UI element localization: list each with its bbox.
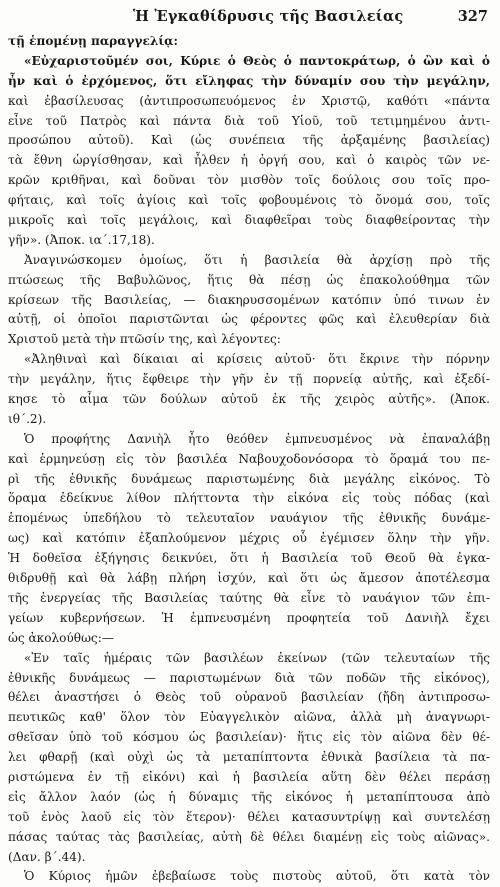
text-line: θέλει ἀναστήσει ὁ Θεὸς τοῦ οὐρανοῦ βασιλείαν (ἤδη ἀντιπροσω- xyxy=(8,690,490,705)
text-line: ως) καὶ κατόπιν ἐξαπλούμενον μέχρις οὗ ἐγέμισεν ὅλην τὴν γῆν. xyxy=(8,531,490,546)
text-line: ρὶ τῆς ἐθνικῆς δυνάμεως παριστωμένης διὰ μεγάλης εἰκόνος. Τὸ xyxy=(8,471,490,486)
text-line: εἶνε τοῦ Πατρὸς καὶ πάντα διὰ τοῦ Υἱοῦ, τοῦ τετιμημένου ἀντι- xyxy=(8,113,490,128)
text-line: προσώπου αὐτοῦ). Καὶ (ὡς συνέπεια τῆς ἀρξαμένης βασιλείας) xyxy=(8,133,490,148)
text-line: πτώσεως τῆς Βαβυλῶνος, ἥτις θὰ πέσῃ ὡς ἐπακολούθημα τῶν xyxy=(8,272,490,287)
text-line: σθεῖσαν ὑπὸ τοῦ κόσμου ὡς βασιλείαν)· ἥτις εἰς τὸν αἰῶνα δὲν θέ- xyxy=(8,730,490,745)
text-line: ριστώμενα ἐν τῇ εἰκόνι) καὶ ἡ βασιλεία αὕτη δὲν θέλει περάσῃ xyxy=(8,769,490,784)
text-line: (Δαν. β´.44). xyxy=(8,849,86,864)
text-line: ἦν καὶ ὁ ἐρχόμενος, ὅτι εἴληφας τὴν δύναμίν σου τὴν μεγάλην, xyxy=(8,73,490,88)
text-line: κρίσεων τῆς Βασιλείας, — διακηρυσσομένων κατόπιν ὑπό τινων ἐν xyxy=(8,292,490,307)
text-line: γείων κυβερνήσεων. Ἡ ἐμπνευσμένη προφητεία τοῦ Δανιὴλ ἔχει xyxy=(8,610,490,625)
text-line: ἐθνικῆς δυνάμεως — παριστωμένων διὰ τῶν ποδῶν τῆς εἰκόνος), xyxy=(8,670,490,685)
text-line: ὅραμα ἐδείκνυε λίθον πλήττοντα τὴν εἰκόνα εἰς τοὺς πόδας (καὶ xyxy=(8,491,490,506)
text-line: φήταις, καὶ τοῖς ἁγίοις καὶ τοῖς φοβουμένοις τὸ ὄνομά σου, τοῖς xyxy=(8,193,490,208)
text-line: «Ἀληθιναὶ καὶ δίκαιαι αἱ κρίσεις αὐτοῦ· ὅτι ἔκρινε τὴν πόρνην xyxy=(24,352,490,367)
text-line: λει φθαρῇ (καὶ οὐχὶ ὡς τὰ μεταπίπτοντα ἐθνικὰ βασίλεια τὰ πα- xyxy=(8,750,490,765)
text-line: Ἡ δοθεῖσα ἐξήγησις δεικνύει, ὅτι ἡ Βασιλεία τοῦ Θεοῦ θὰ ἐγκα- xyxy=(8,551,490,566)
text-line: «Ἐν ταῖς ἡμέραις τῶν βασιλέων ἐκείνων (τῶν τελευταίων τῆς xyxy=(24,650,490,665)
text-line: ἑπομένως ὑπεδήλου τὸ τελευταῖον ναυάγιον τῆς ἐθνικῆς δυνάμε- xyxy=(8,511,490,526)
text-line: τῇ ἑπομένῃ παραγγελίᾳ: xyxy=(8,34,178,48)
text-line: τοῦ ἑνὸς λαοῦ εἰς τὸν ἕτερον)· θέλει κατασυντρίψῃ καὶ συντελέσῃ xyxy=(8,809,490,824)
text-line: τὰ ἔθνη ὠργίσθησαν, καὶ ἦλθεν ἡ ὀργή σου, καὶ ὁ καιρὸς τῶν νε- xyxy=(8,153,490,168)
page-number: 327 xyxy=(457,8,488,25)
text-line: τῆς ἐνεργείας τῆς Βασιλείας ταύτης θὰ εἶνε τὸ ναυάγιον τῶν ἐπι- xyxy=(8,590,490,605)
text-line: Χριστοῦ μετὰ τὴν πτῶσίν της, καὶ λέγοντες: xyxy=(8,332,281,347)
text-line: Ἀναγινώσκομεν ὁμοίως, ὅτι ἡ βασιλεία θὰ ἀρχίσῃ πρὸ τῆς xyxy=(24,252,490,267)
text-line: κρῶν κριθῆναι, καὶ δοῦναι τὸν μισθὸν τοῖς δούλοις σου τοῖς προ- xyxy=(8,173,490,188)
text-line: Ὁ Κύριος ἡμῶν ἐβεβαίωσε τοὺς πιστοὺς αὐτοῦ, ὅτι κατὰ τὸν xyxy=(24,869,490,884)
running-head xyxy=(8,6,490,32)
text-line: μικροῖς καὶ τοῖς μεγάλοις, καὶ διαφθεῖραι τοὺς διαφθείροντας τὴν xyxy=(8,213,490,228)
text-line: εἰς ἄλλον λαόν (ὡς ἡ δύναμις τῆς εἰκόνος ἡ μεταπίπτουσα ἀπὸ xyxy=(8,789,490,804)
text-line: κησε τὸ αἷμα τῶν δούλων αὐτοῦ ἐκ τῆς χειρὸς αὐτῆς». (Ἀποκ. xyxy=(8,392,490,407)
chapter-title: Ἡ Ἐγκαθίδρυσις τῆς Βασιλείας xyxy=(133,8,404,25)
text-line: αὐτῇ, οἱ ὁποῖοι παριστῶνται ὡς φέροντες φῶς καὶ ἐλευθερίαν διὰ xyxy=(8,312,490,327)
text-line: πάσας ταύτας τὰς βασιλείας, αὐτὴ δὲ θέλει διαμένῃ εἰς τοὺς αἰῶνας». xyxy=(8,829,490,844)
text-line: ιθ´.2). xyxy=(8,411,47,426)
text-line: καὶ ἑρμηνεύσῃ εἰς τὸν βασιλέα Ναβουχοδονόσορα τὸ ὅραμά του πε- xyxy=(8,451,490,466)
text-line: Ὁ προφήτης Δανιὴλ ἦτο θεόθεν ἐμπνευσμένος νὰ ἐπαναλάβῃ xyxy=(24,431,490,446)
text-line: τὴν μεγάλην, ἥτις ἔφθειρε τὴν γῆν ἐν τῇ πορνείᾳ αὐτῆς, καὶ ἐξεδί- xyxy=(8,372,490,387)
text-line: θιδρυθῇ καὶ θὰ λάβῃ πλήρη ἰσχύν, καὶ ὅτι ὡς ἄμεσον ἀποτέλεσμα xyxy=(8,571,490,586)
text-line: καὶ ἐβασίλευσας (ἀντιπροσωπευόμενος ἐν Χριστῷ, καθότι «πάντα xyxy=(8,93,490,108)
text-line: γῆν». (Ἀποκ. ια´.17,18). xyxy=(8,232,155,247)
body-text xyxy=(8,32,490,887)
text-line: «Εὐχαριστοῦμέν σοι, Κύριε ὁ Θεὸς ὁ παντοκράτωρ, ὁ ὢν καὶ ὁ xyxy=(24,53,490,68)
text-line: πευτικῶς καθ' ὅλον τὸν Εὐαγγελικὸν αἰῶνα, ἀλλὰ μὴ ἀναγνωρι- xyxy=(8,710,490,725)
text-line: ὡς ἀκολούθως:— xyxy=(8,630,114,645)
